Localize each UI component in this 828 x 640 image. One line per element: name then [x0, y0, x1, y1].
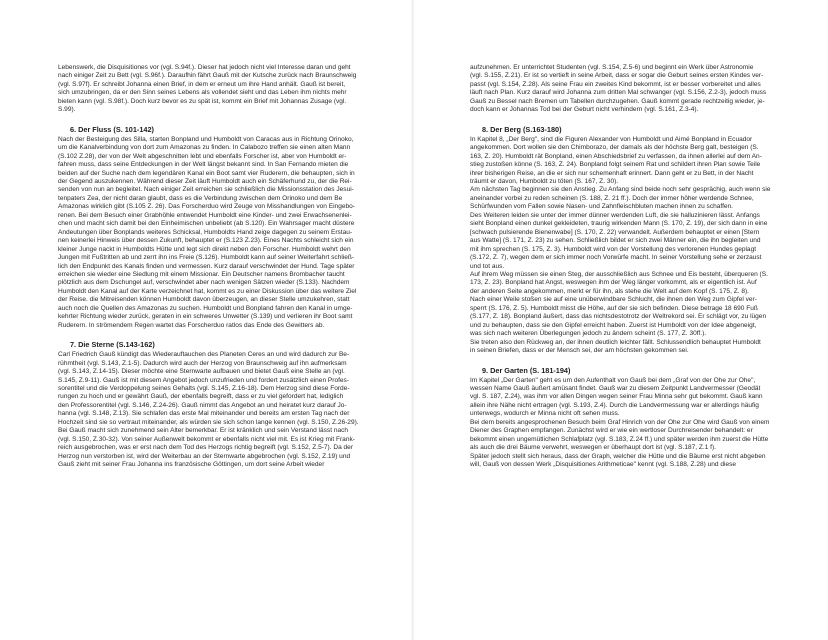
text-line: Auf ihrem Weg müssen sie einen Steg, der ausschließlich aus Schnee und Eis besteht, überqueren (S.	[470, 270, 768, 278]
text-line: S.145, Z.9-11). Gauß ist mit diesem Angebot jedoch unzufrieden und fordert zusätzlich einen Profes-	[58, 376, 350, 384]
text-line: hanna (vgl. S.148, Z.13). Sie schlafen das erste Mal miteinander und bereits am ersten Tag nach der	[58, 410, 350, 418]
text-line: 173, Z. 23). Bonpland hat Angst, weswegen ihm der Weg länger vorkommt, als er eigentlich ist. Auf	[470, 279, 757, 287]
text-line: erreichen sie wieder eine Siedlung mit einem Missionar. Ein Deutscher namens Brombacher taucht	[58, 270, 345, 278]
text-line: (vgl. S.155, Z.21). Er ist so vertieft in seine Arbeit, dass er sogar die Geburt seines ersten Kindes ver-	[470, 72, 764, 80]
text-line: chen und macht sich damit bei den Einheimischen unbeliebt (ab S.120). Ein Wahrsager macht düstere	[58, 220, 355, 228]
text-line: [schwach pulsierende Bienenwabe] (S. 170, Z. 22) verwandelt. Außerdem behauptet er einen [Stern	[470, 228, 760, 236]
text-line: (S.177, Z. 18). Bonpland äußert, dass das nichtsdestotrotz der Weltrekord sei. Er schlägt vor, zu lügen	[470, 313, 767, 321]
text-line: und zu behaupten, dass sie den Gipfel erreicht haben. Zuerst ist Humboldt von der Idee abgeneigt,	[470, 321, 757, 329]
text-line: den Professorentitel (vgl. S.146, Z.24-26). Gauß nimmt das Angebot an und heiratet kurz darauf Jo-	[58, 401, 347, 409]
text-line: der Reise. die Mitreisenden können Humboldt davon überzeugen, an dieser Stelle umzukehren, statt	[58, 296, 350, 304]
text-line: aufzunehmen. Er unterrichtet Studenten (vgl. S.154, Z.5-6) und beginnt ein Werk über Astronomie	[470, 64, 754, 71]
text-line: (S.172, Z. 7), wegen dem er sich immer noch Vorwürfe macht. In seiner Vorstellung sehe er zerzaust	[470, 254, 762, 262]
text-line: Gauß zu Bessel nach Bremen um Tabellen durchzugehen. Gauß kommt gerade rechtzeitig wieder, je-	[470, 97, 765, 105]
text-line: passt (vgl. S.154, Z.28). Als seine Frau ein zweites Kind bekommt, ist er besser vorbereitet und alles	[470, 80, 761, 88]
text-section	[58, 64, 390, 115]
text-line: (vgl. S.143, Z.14-15). Dieser möchte eine Sternwarte aufbauen und bietet Gauß eine Stelle an (vgl.	[58, 368, 345, 376]
text-line: Bei Gauß macht sich zunehmend sein Alter bemerkbar. Er ist kränklich und sein Verstand lässt nach	[58, 427, 349, 435]
text-line: sieht Bonpland einen dunkel gekleideten, traurig wirkenden Mann (S. 170, Z. 19), der sich dann in eine	[470, 220, 768, 228]
text-line: will, Gauß von dessen Werk „Disquisitiones Arithmeticae" kennt (vgl. S.188, Z.28) und diese	[470, 461, 737, 469]
text-section	[58, 340, 390, 469]
text-line: in seinen Briefen, dass er der Mensch sei, der am höchsten gekommen sei.	[470, 347, 689, 355]
text-line: allein ihre Nähe nicht ertragen (vgl. S.193, Z.4). Durch die Landvermessung war er allerdings häufig	[470, 401, 759, 409]
text-line: Am nächsten Tag beginnen sie den Anstieg. Zu Anfang sind beide noch sehr gesprächig, auch wenn sie	[470, 186, 771, 194]
text-line: mit ihm sprechen (S. 175, Z. 3). Humboldt wird von der Vorstellung des verlorenen Hundes geplagt	[470, 245, 757, 253]
text-line: Bei dem bereits angesprochenen Besuch beim Graf Hinrich von der Ohe zur Ohe wird Gauß von einem	[470, 418, 770, 426]
text-line: Nach der Besteigung des Silla, starten Bonpland und Humboldt von Caracas aus in Richtung Orinoko,	[58, 135, 354, 143]
text-line: wessen Name Gauß äußert amüsant findet. Gauß war zu diesem Zeitpunkt Landvermesser (Geodät	[470, 384, 761, 392]
text-line: was sich nach weiteren Überlegungen jedoch zu ändern scheint (S. 177, Z. 30ff.).	[470, 330, 707, 338]
text-line: der anderen Seite angekommen, merkt er für ihn, als stehe die Welt auf dem Kopf (S. 175, Z. 8).	[470, 287, 749, 295]
text-line: stieg zustoßen könne (S. 163, Z. 24). Bonpland folgt seinem Rat und schildert ihren Plan sowie Teile	[470, 161, 761, 169]
text-line: Im Kapitel „Der Garten" geht es um den Aufenthalt von Gauß bei dem „Graf von der Ohe zur Ohe",	[470, 376, 756, 384]
text-line: aus Watte] (S. 171, Z. 23) zu sehen. Schließlich bildet er sich zwei Männer ein, die ihn begleiten und	[470, 237, 761, 245]
text-line: (S.102 Z.28), der von der Welt abgeschnitten lebt und ebenfalls Forscher ist, aber von Humboldt er-	[58, 152, 347, 160]
text-line: Ruderern. In strömendem Regen wartet das Forscherduo ratlos das Ende des Gewitters ab.	[58, 321, 325, 329]
text-line: läuft nach Plan. Kurz darauf wird Johanna zum dritten Mal schwanger (vgl. S.156, Z.2-3), jedoch muss	[470, 89, 767, 97]
text-section	[470, 366, 804, 470]
text-section	[58, 125, 390, 330]
section-heading: 6. Der Fluss (S. 101-142)	[70, 124, 154, 134]
text-section	[470, 64, 804, 115]
text-line: als auch die drei Bäume verwehrt, weswegen er überhaupt dort ist (vgl. S.187, Z.1 f).	[470, 444, 716, 452]
text-line: sorentitel und die Verdoppelung seines Gehalts (vgl. S.145, Z.16-18). Dem Herzog sind diese Forde-	[58, 384, 350, 392]
text-line: senden von nun an begleitet. Nach einiger Zeit erreichen sie schließlich die Missionsstation des Jesui-	[58, 186, 354, 194]
text-line: rungen zu hoch und er gewährt Gauß, der ebenfalls begreift, dass er zu viel gefordert hat, lediglich	[58, 393, 344, 401]
text-line: angekommen. Dort wollen sie den Chimborazo, der damals als der höchste Berg galt, besteigen (S.	[470, 144, 759, 152]
text-line: bieten kann (vgl. S.98f.). Doch kurz bevor es zu spät ist, kommt ein Brief mit Johannas Zusage (vgl.	[58, 97, 347, 105]
text-line: um die Kanalverbindung von dort zum Amazonas zu finden. In Calabozo treffen sie einen alten Mann	[58, 144, 351, 152]
text-line: Humboldt den Kanal auf der Karte verzeichnet hat, kommt es zu einer Diskussion über das weitere Ziel	[58, 287, 357, 295]
section-heading: 7. Die Sterne (S.143-162)	[70, 340, 155, 350]
text-line: Carl Friedrich Gauß kündigt das Wiederauftauchen des Planeten Ceres an und wird dadurch zur Be-	[58, 351, 350, 359]
text-line: 163, Z. 20). Humboldt rät Bonpland, einen Abschiedsbrief zu verfassen, da ihnen allerlei auf dem An-	[470, 152, 762, 160]
text-line: Herzog nun verstorben ist, wird der Weiterbau an der Sternwarte abgebrochen (vgl. S.152, Z.19) und	[58, 452, 351, 460]
text-line: Nach einer Weile stoßen sie auf eine unüberwindbare Schlucht, die ihnen den Weg zum Gipfel ver-	[470, 296, 757, 304]
text-line: vgl. S. 187, Z.24), was ihm vor allen Dingen wegen seiner Frau Minna sehr gut bekommt. Gauß kann	[470, 393, 763, 401]
text-line: sich umzubringen, da er den Sinn seines Lebens als vollendet sieht und das Leben ihm nichts mehr	[58, 89, 347, 97]
text-line: bekommt einen ungemütlichen Schlafplatz (vgl. S.183, Z.24 ff.) und später werden ihm zuerst die Hütte	[470, 435, 769, 443]
text-line: beiden auf der Suche nach dem legendären Kanal ein Boot samt vier Ruderern, die behaupten, sich in	[58, 169, 355, 177]
text-line: S.99).	[58, 106, 76, 114]
text-line: ihrer bisherigen Reise, an die er sich nur schemenhaft erinnert. Dann geht er zu Bett, in der Nacht	[470, 169, 754, 177]
section-heading: 9. Der Garten (S. 181-194)	[482, 365, 571, 375]
text-line: Lebenswerk, die Disquisitiones vor (vgl. S.94f.). Dieser hat jedoch nicht viel Interesse daran und geht	[58, 64, 351, 71]
text-line: fahren muss, dass seine Entdeckungen in der Welt längst bekannt sind. In San Fernando mieten die	[58, 161, 349, 169]
text-line: kleiner Junge nackt in Humboldts Hütte und legt sich direkt neben den Forscher. Humboldt wehrt den	[58, 245, 351, 253]
text-line: nach einiger Zeit zu Bett (vgl. S.96f.). Daraufhin fährt Gauß mit der Kutsche zurück nach Braunschweig	[58, 72, 357, 80]
text-line: Amazonas wirklich gibt (S.105 Z. 26). Das Forscherduo wird Zeuge von Misshandlungen von Eingebo-	[58, 203, 355, 211]
text-line: träumt er davon, Humboldt zu töten (S. 167, Z. 30).	[470, 177, 619, 185]
text-line: renen. Bei dem Besuch einer Grabhöhle entwendet Humboldt eine Kinder- und zwei Erwachsenenlei-	[58, 211, 352, 219]
text-line: Später jedoch stellt sich heraus, dass der Graph, welcher die Hütte und die Bäume erst nicht abgeben	[470, 452, 766, 460]
text-line: (vgl. S.150, Z.30-32). Von seiner Außenwelt bekommt er ebenfalls nicht viel mit. Es ist Krieg mit Frank-	[58, 435, 355, 443]
text-line: unterwegs, wodurch er Minna nicht oft sehen muss.	[470, 410, 620, 418]
text-line: Des Weiteren leiden sie unter der immer dünner werdenden Luft, die sie halluzinieren lässt. Anfangs	[470, 211, 760, 219]
text-line: Gauß zieht mit seiner Frau Johanna ins französische Göttingen, um dort seine Arbeit wieder	[58, 461, 325, 469]
text-line: doch kann er Johannas Tod bei der Geburt nicht verhindern (vgl. S.161, Z.3-4).	[470, 106, 699, 114]
text-section	[470, 125, 804, 356]
text-line: tenpaters Zea, der nicht daran glaubt, dass es die Verbindung zwischen dem Orinoko und dem Be	[58, 194, 343, 202]
text-line: auch noch die Quellen des Amazonas zu suchen. Humboldt und Bonpland fahren den Kanal in umge-	[58, 304, 353, 312]
text-line: Schürfwunden vom Fallen sowie Nasen- und Zahnfleischbluten machen ihnen zu schaffen.	[470, 203, 734, 211]
text-line: Hochzeit sind sie so vertraut miteinander, als würden sie sich schon lange kennen (vgl. S.150, Z.26-29).	[58, 418, 359, 426]
text-line: Sie treten also den Rückweg an, der ihnen deutlich leichter fällt. Schlussendlich behauptet Humboldt	[470, 338, 761, 346]
text-line: In Kapitel 8, „Der Berg", sind die Figuren Alexander von Humboldt und Aimé Bonpland in Ecuador	[470, 135, 753, 143]
text-line: der Gegend auszukennen. Während dieser Zeit läuft Humboldt auch ein Schäferhund zu, der die Rei-	[58, 177, 352, 185]
text-line: und tot aus.	[470, 262, 505, 270]
text-line: Diener des Graphen empfangen. Zunächst wird er wie ein wertloser Durchreisender behandelt: er	[470, 427, 753, 435]
text-line: lich den Endpunkt des Kanals finden und vermessen. Kurz darauf verschwindet der Hund. Tage später	[58, 262, 355, 270]
text-line: rühmtheit (vgl. S.143, Z.1-5). Dadurch wird auch der Herzog von Braunschweig auf ihn aufmerksam	[58, 359, 347, 367]
text-line: Jungen mit Fußtritten ab und zerrt ihn ins Freie (S.126). Humboldt kann auf seiner Weiterfahrt schließ-	[58, 254, 355, 262]
section-heading: 8. Der Berg (S.163-180)	[482, 124, 562, 134]
text-line: sperrt (S. 176, Z. 5). Humboldt misst die Höhe, auf der sie sich befinden. Diese betrage 18 690 Fuß	[470, 304, 758, 312]
text-line: reich ausgebrochen, was er erst nach dem Tod des Herzogs richtig begreift (vgl. S.152, Z.5-7). Da der	[58, 444, 353, 452]
text-line: aneinander vorbei zu reden scheinen (S. 188, Z. 21 ff.). Doch der immer höher werdende Schnee,	[470, 194, 754, 202]
right-page	[414, 0, 828, 640]
text-line: nen keinerlei Hinweis über dessen Zukunft, behauptet er (S.123 Z.23). Eines Nachts schleicht sich ein	[58, 237, 354, 245]
text-line: (vgl. S.97f). Er schreibt Johanna einen Brief, in dem er erneut um ihre Hand anhält. Gauß ist bereit,	[58, 80, 346, 88]
text-line: plötzlich aus dem Dschungel auf, verschwindet aber nach wenigen Sätzen wieder (S.133). Nachdem	[58, 279, 350, 287]
text-line: Andeutungen über Bonplands weiteres Schicksal, Humboldts Hand zeige dagegen zu seinem Erstau-	[58, 228, 353, 236]
text-line: kehrter Richtung wieder zurück, geraten in ein schweres Unwetter (S.139) und verlieren ihr Boot samt	[58, 313, 353, 321]
